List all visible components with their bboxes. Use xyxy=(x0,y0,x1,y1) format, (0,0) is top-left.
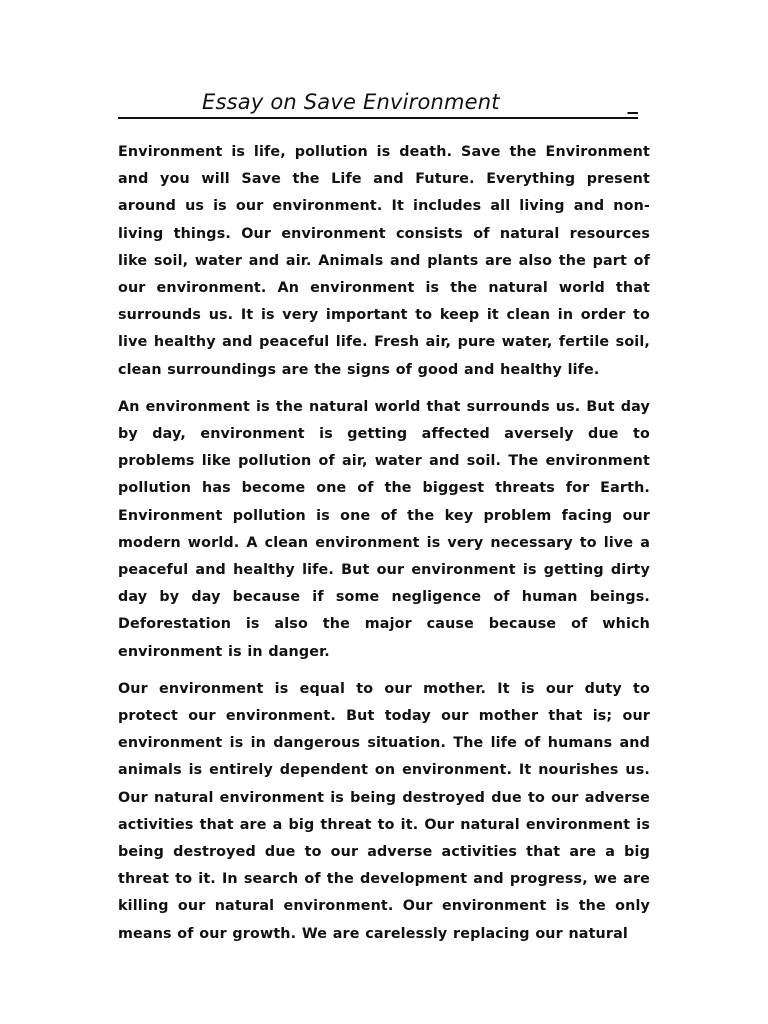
paragraph-3: Our environment is equal to our mother. It is our duty to protect our environment. But today our mother that is; our environment is in dangerous situation. The life of humans and animals is entirely dependent on environment. It nourishes us. Our natural environment is being destroyed due to our adverse activities that are a big threat to it. Our natural environment is being destroyed due to our adverse activities that are a big threat to it. In search of the development and progress, we are killing our natural environment. Our environment is the only means of our growth. We are carelessly replacing our natural xyxy=(118,680,650,942)
title-row xyxy=(118,90,638,122)
title-underscore: _ xyxy=(627,90,638,114)
essay-body xyxy=(118,139,650,948)
paragraph-2: An environment is the natural world that surrounds us. But day by day, environment is getting affected aversely due to problems like pollution of air, water and soil. The environment pollution has become one of the biggest threats for Earth. Environment pollution is one of the key problem facing our modern world. A clean environment is very necessary to live a peaceful and healthy life. But our environment is getting dirty day by day because if some negligence of human beings. Deforestation is also the major cause because of which environment is in danger. xyxy=(118,398,650,660)
page-title: Essay on Save Environment xyxy=(202,90,500,114)
title-underline xyxy=(118,117,638,119)
paragraph-1: Environment is life, pollution is death. Save the Environment and you will Save the Life and Future. Everything present around us is our environment. It includes all living and non-living things. Our environment consists of natural resources like soil, water and air. Animals and plants are also the part of our environment. An environment is the natural world that surrounds us. It is very important to keep it clean in order to live healthy and peaceful life. Fresh air, pure water, fertile soil, clean surroundings are the signs of good and healthy life. xyxy=(118,144,650,378)
